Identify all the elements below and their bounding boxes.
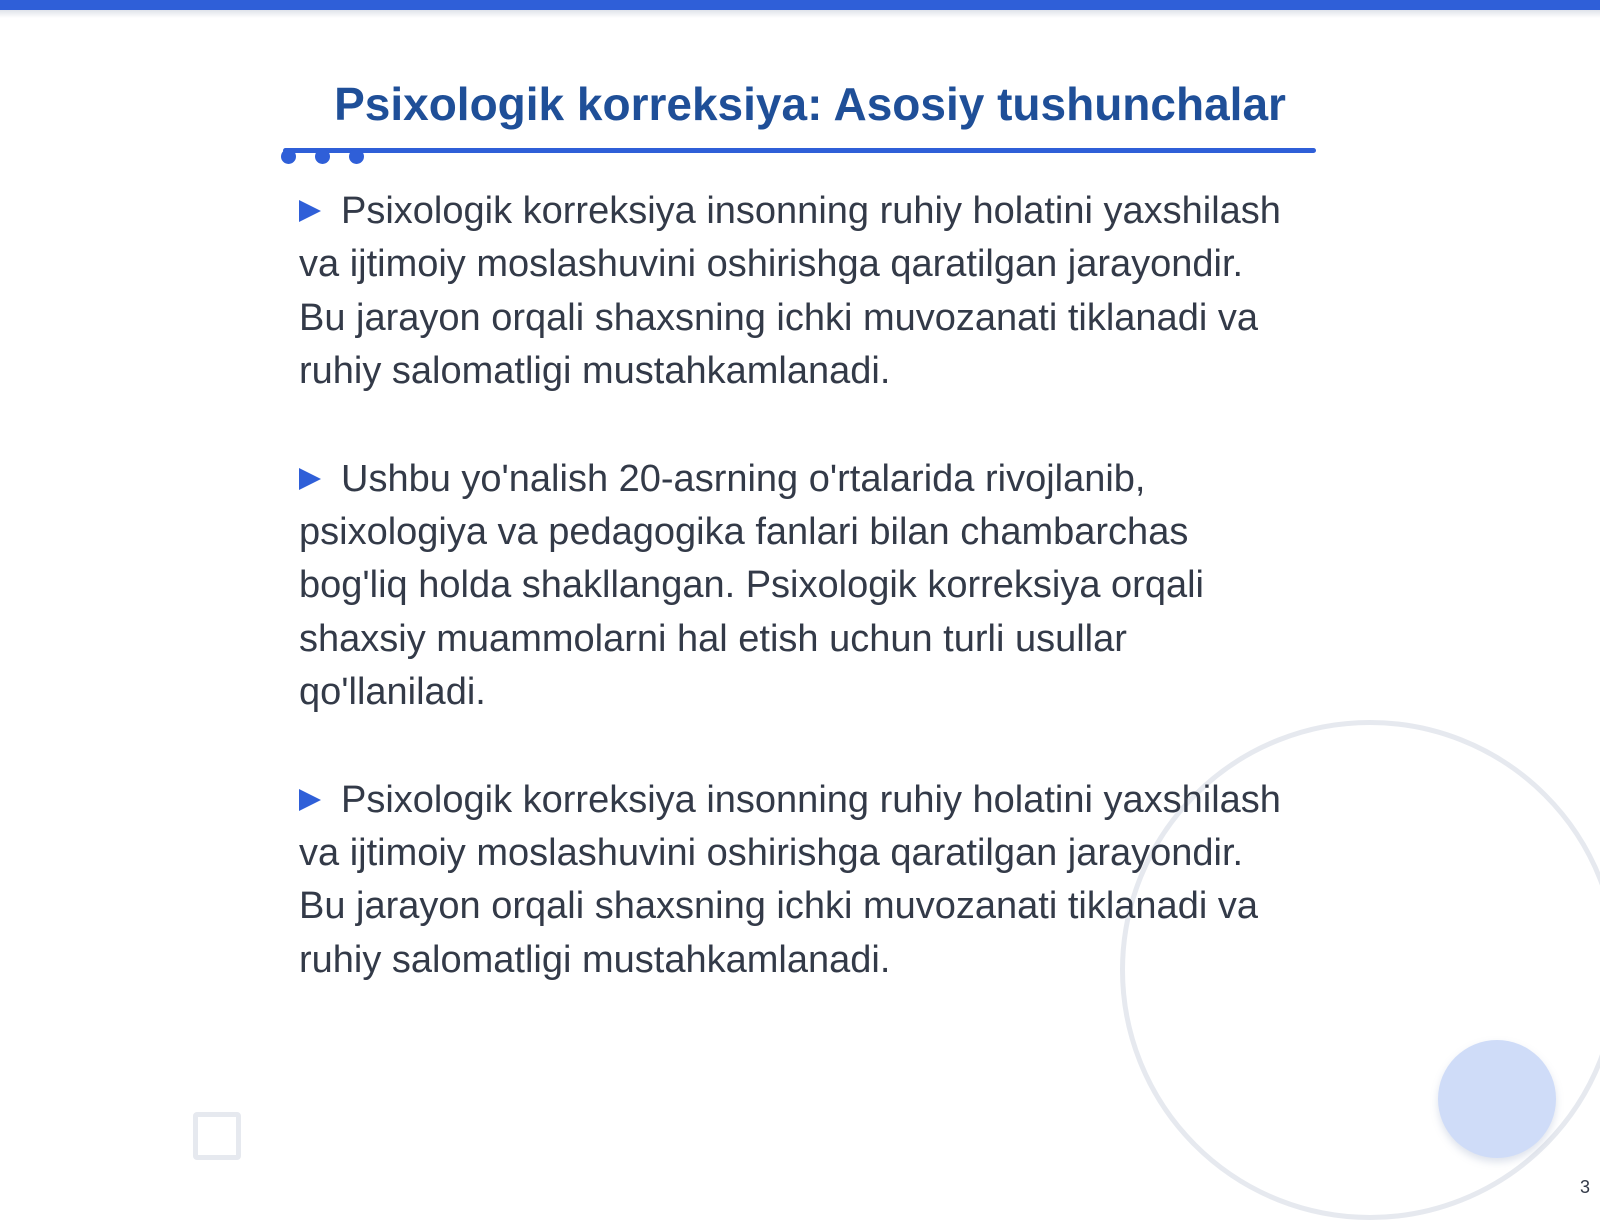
decorative-dot: [349, 149, 364, 164]
decorative-dot: [281, 149, 296, 164]
decorative-circle: [1438, 1040, 1556, 1158]
triangle-right-icon: [299, 789, 321, 811]
bullet-text: Psixologik korreksiya insonning ruhiy holatini yaxshilash va ijtimoiy moslashuvini oshirishga qaratilgan jarayondir. Bu jarayon orqali shaxsning ichki muvozanati tiklanadi va ruhiy salomatligi mustahkamlanadi.: [299, 190, 1281, 393]
bullet-item: [299, 185, 1299, 399]
top-bar-shadow: [0, 10, 1600, 18]
bullet-list: [299, 185, 1299, 1041]
slide-title: Psixologik korreksiya: Asosiy tushunchalar: [334, 78, 1286, 130]
bullet-item: [299, 774, 1299, 988]
triangle-right-icon: [299, 200, 321, 222]
page-number: 3: [1579, 1177, 1590, 1197]
triangle-right-icon: [299, 468, 321, 490]
decorative-dot: [315, 149, 330, 164]
bullet-item: [299, 453, 1299, 720]
decorative-square: [193, 1112, 241, 1160]
top-accent-bar: [0, 0, 1600, 10]
bullet-text: Ushbu yo'nalish 20-asrning o'rtalarida rivojlanib, psixologiya va pedagogika fanlari bilan chambarchas bog'liq holda shakllangan. Psixologik korreksiya orqali shaxsiy muammolarni hal etish uchun turli usullar qo'llaniladi.: [299, 457, 1204, 714]
title-underline: [283, 148, 1316, 153]
bullet-text: Psixologik korreksiya insonning ruhiy holatini yaxshilash va ijtimoiy moslashuvini oshirishga qaratilgan jarayondir. Bu jarayon orqali shaxsning ichki muvozanati tiklanadi va ruhiy salomatligi mustahkamlanadi.: [299, 778, 1281, 981]
